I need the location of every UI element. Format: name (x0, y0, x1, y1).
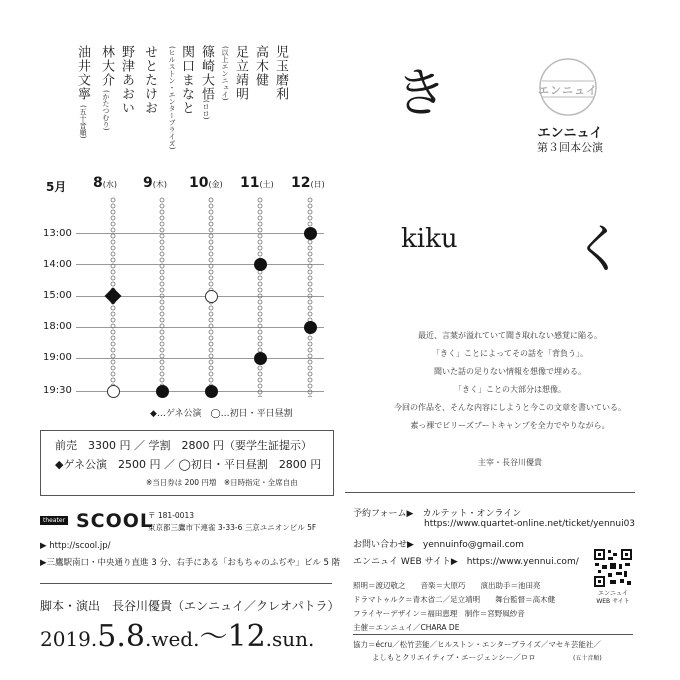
statement-line: 今回の作品を、そんな内容にしようと今この文章を書いている。 (394, 403, 626, 412)
venue-access: ▶三鷹駅南口・中央通り直進 3 分、右手にある「おもちゃのふぢや」ビル 5 階 (40, 558, 341, 568)
statement-line: 聞いた話の足りない情報を想像で埋める。 (434, 367, 586, 376)
time-label: 13:00 (43, 228, 72, 239)
price-line-1: 前売 3300 円 ／ 学割 2800 円（要学生証提示） (55, 439, 312, 452)
time-label: 14:00 (43, 259, 72, 270)
cast-member: 野津あおい (119, 45, 134, 115)
credit-line: 主催＝エンニュイ／CHARA DE (353, 623, 460, 632)
performance-mark (304, 227, 317, 240)
venue-name: SCOOL (76, 510, 154, 532)
cast-note: (ヒルストン・エンターブライズ) (168, 46, 176, 150)
cast-note: (以上エンニュイ) (221, 46, 229, 101)
company-logo (538, 57, 598, 117)
date-header: 9(木) (143, 175, 167, 191)
qr-code-icon[interactable] (593, 548, 633, 588)
discount-performance-mark (107, 385, 120, 398)
date-chain-line (257, 197, 263, 397)
theater-tag: theater (40, 516, 68, 525)
cast-member: 篠崎大悟 (199, 45, 214, 101)
time-label: 19:30 (43, 385, 72, 396)
performance-mark (254, 352, 267, 365)
divider (353, 634, 633, 635)
time-label: 18:00 (43, 321, 72, 332)
title-roman: kiku (401, 224, 458, 254)
statement-line: 「きく」ことの大部分は想像。 (454, 385, 566, 394)
director-credit: 脚本・演出 長谷川優貴（エンニュイ／クレオパトラ） (40, 599, 340, 613)
cast-note: (かたつむり) (102, 90, 110, 131)
credit-line: 照明＝渡辺敬之 音楽＝大原巧 演出助手＝池田亮 (353, 581, 541, 590)
date-chain-line (159, 197, 165, 397)
price-box (40, 430, 334, 496)
date-header: 12(日) (291, 175, 325, 191)
performance-mark (254, 258, 267, 271)
credits-order-note: (五十音順) (573, 655, 602, 662)
time-label: 19:00 (43, 352, 72, 363)
title-ku: く (573, 220, 626, 280)
reserve-url-link[interactable]: https://www.quartet-online.net/ticket/yennui03 (424, 519, 636, 529)
date-header: 11(土) (240, 175, 274, 191)
credit-line: 協力＝écru／松竹芸能／ヒルストン・エンターブライズ／マセキ芸能社／ (353, 640, 601, 649)
discount-performance-mark (205, 290, 218, 303)
title-ki: き (395, 64, 448, 124)
credit-line: フライヤーデザイン＝福田恵理 制作＝宮野風紗音 (353, 609, 525, 618)
cast-member: 児玉磨利 (273, 45, 288, 101)
cast-member: 林大介 (99, 45, 114, 87)
credit-line: ドラマトゥルク＝青木省二／足立靖明 舞台監督＝高木健 (353, 595, 556, 604)
cast-member: 足立靖明 (233, 45, 248, 101)
schedule-month: 5月 (46, 180, 67, 194)
schedule-legend: ◆…ゲネ公演 ◯…初日・平日昼割 (150, 409, 293, 419)
gene-performance-mark (105, 288, 122, 305)
price-note: ※当日券は 200 円増 ※日時指定・全席自由 (146, 478, 298, 487)
cast-member: せとたけお (142, 45, 157, 115)
time-label: 15:00 (43, 290, 72, 301)
website-link[interactable]: エンニュイ WEB サイト▶ https://www.yennui.com/ (353, 557, 579, 567)
cast-member: 高木健 (253, 45, 268, 87)
statement-line: 最近、言葉が溢れていて聞き取れない感覚に陥る。 (418, 331, 602, 340)
performance-period: 2019.5.8.wed.〜12.sun. (40, 619, 315, 654)
cast-member: 関口まなと (179, 45, 194, 115)
performance-mark (156, 385, 169, 398)
venue-address: 東京都三鷹市下連雀 3-33-6 三京ユニオンビル 5F (148, 523, 317, 532)
logo-circle-text: エンニュイ (538, 84, 598, 97)
cast-member: 油井文寧 (75, 45, 90, 101)
performance-mark (205, 385, 218, 398)
statement-line: 素っ裸でビリーズブートキャンプを全力でやりながら。 (410, 421, 610, 430)
price-line-2: ◆ゲネ公演 2500 円 ／ ◯初日・平日昼割 2800 円 (55, 458, 322, 471)
divider (345, 492, 635, 493)
qr-caption: エンニュイ WEB サイト (596, 590, 630, 605)
venue-postal: 〒 181-0013 (148, 511, 194, 520)
credit-line: よしもとクリエイティブ・エージェンシー／ロロ (372, 653, 536, 662)
date-header: 8(水) (93, 175, 117, 191)
cast-note: (ロロ) (202, 100, 210, 120)
reserve-label: 予約フォーム▶ カルテット・オンライン (353, 509, 522, 519)
venue-url-link[interactable]: ▶ http://scool.jp/ (40, 541, 111, 551)
company-subtitle: 第３回本公演 (537, 141, 603, 154)
date-header: 10(金) (189, 175, 223, 191)
cast-note: (五十音順) (79, 105, 87, 139)
company-name: エンニュイ (537, 126, 603, 141)
statement-signature: 主宰・長谷川優貴 (478, 458, 542, 467)
performance-mark (304, 321, 317, 334)
statement-line: 「きく」ことによってその話を「背負う」。 (432, 349, 588, 358)
divider (40, 583, 332, 584)
inquiry-email-link[interactable]: お問い合わせ▶ yennuinfo@gmail.com (353, 540, 524, 550)
